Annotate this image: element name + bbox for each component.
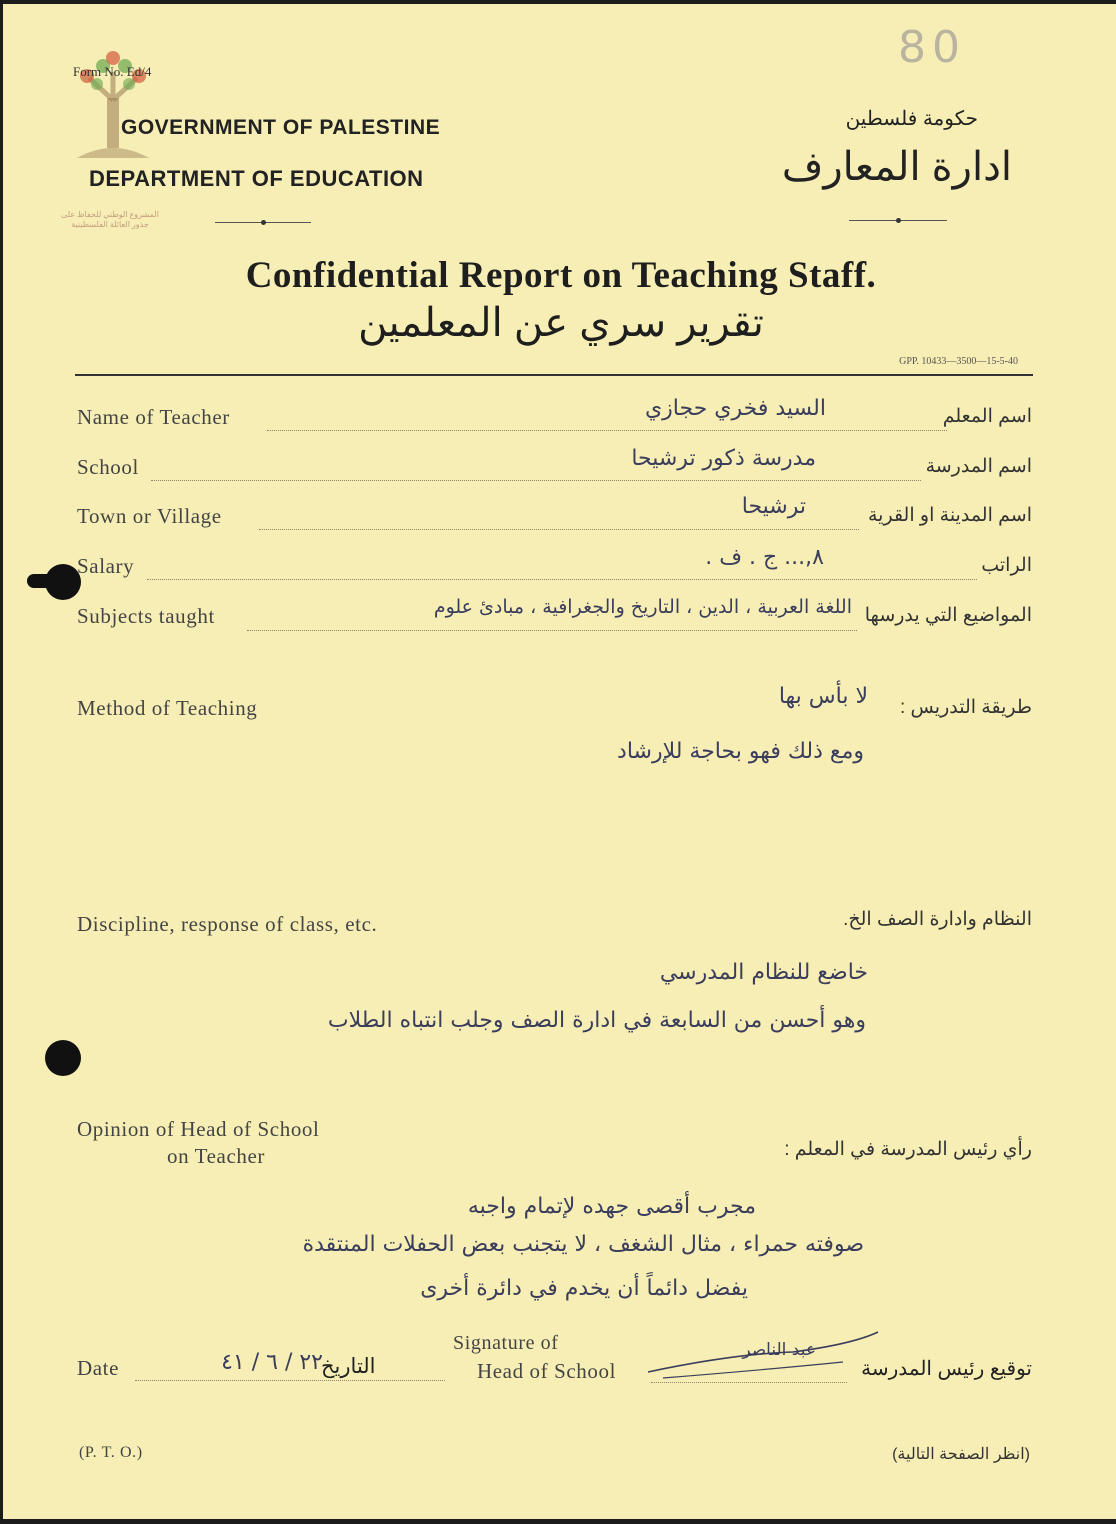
method-label-ar: طريقة التدريس : xyxy=(900,697,1032,718)
punch-hole-bottom xyxy=(45,1040,81,1076)
dotted-line xyxy=(259,529,859,530)
signature-label-ar: توقيع رئيس المدرسة xyxy=(861,1358,1032,1380)
method-label: Method of Teaching xyxy=(77,696,258,720)
discipline-line-2: وهو أحسن من السابعة في ادارة الصف وجلب انتباه الطلاب xyxy=(327,1008,866,1033)
dotted-line xyxy=(247,630,857,631)
opinion-label-1: Opinion of Head of School xyxy=(77,1117,320,1141)
department-heading: DEPARTMENT OF EDUCATION xyxy=(89,166,424,191)
field-value: ترشيحا xyxy=(741,494,806,519)
opinion-line-1: مجرب أقصى جهده لإتمام واجبه xyxy=(467,1194,756,1219)
discipline-label: Discipline, response of class, etc. xyxy=(77,912,378,936)
field-label-ar: الراتب xyxy=(981,555,1032,576)
field-label-ar: اسم المعلم xyxy=(942,406,1032,427)
dotted-line xyxy=(151,480,921,481)
field-label: School xyxy=(77,455,139,479)
signature-label-2: Head of School xyxy=(477,1359,617,1383)
field-value: اللغة العربية ، الدين ، التاريخ والجغرافية ، مبادئ علوم xyxy=(433,596,852,618)
pencil-page-number: 80 xyxy=(898,22,966,73)
signature-scribble-icon xyxy=(643,1324,883,1384)
form-number: Form No. Ed/4 xyxy=(73,64,152,79)
date-value: ٢٢ / ٦ / ٤١ xyxy=(221,1350,323,1375)
report-title: Confidential Report on Teaching Staff. xyxy=(245,255,877,296)
opinion-label-2: on Teacher xyxy=(167,1144,266,1168)
logo-caption: المشروع الوطني للحفاظ على جذور العائلة الفلسطينية xyxy=(61,210,159,229)
date-label-ar: التاريخ xyxy=(321,1355,376,1378)
field-label: Subjects taught xyxy=(77,604,215,628)
opinion-line-2: صوفته حمراء ، مثال الشغف ، لا يتجنب بعض الحفلات المنتقدة xyxy=(302,1232,864,1257)
discipline-label-ar: النظام وادارة الصف الخ. xyxy=(843,909,1032,930)
dotted-line xyxy=(135,1380,445,1381)
ornament-divider-left xyxy=(215,222,311,223)
field-label-ar: اسم المدينة او القرية xyxy=(867,505,1032,526)
method-line-2: ومع ذلك فهو بحاجة للإرشاد xyxy=(617,739,864,764)
pto-label-ar: (انظر الصفحة التالية) xyxy=(892,1446,1030,1463)
punch-hole-top-tab xyxy=(27,574,57,588)
opinion-label-ar: رأي رئيس المدرسة في المعلم : xyxy=(784,1139,1032,1160)
government-heading-ar: حكومة فلسطين xyxy=(845,108,978,130)
discipline-line-1: خاضع للنظام المدرسي xyxy=(659,960,868,985)
ornament-divider-right xyxy=(849,220,947,221)
signature-value: عبد الناصر xyxy=(742,1340,816,1360)
department-heading-ar: ادارة المعارف xyxy=(781,145,1012,189)
method-line-1: لا بأس بها xyxy=(778,684,868,709)
field-value: السيد فخري حجازي xyxy=(644,396,826,421)
opinion-line-3: يفضل دائماً أن يخدم في دائرة أخرى xyxy=(420,1276,748,1301)
pto-label: (P. T. O.) xyxy=(79,1444,143,1461)
field-label: Salary xyxy=(77,554,135,578)
report-title-ar: تقرير سري عن المعلمين xyxy=(358,301,764,345)
title-rule xyxy=(75,374,1033,376)
dotted-line xyxy=(147,579,977,580)
date-label: Date xyxy=(77,1356,120,1380)
field-label-ar: المواضيع التي يدرسها xyxy=(864,605,1032,626)
field-label: Name of Teacher xyxy=(77,405,230,429)
field-label-ar: اسم المدرسة xyxy=(925,456,1032,477)
government-heading: GOVERNMENT OF PALESTINE xyxy=(121,116,441,139)
field-value: مدرسة ذكور ترشيحا xyxy=(631,446,816,471)
signature-label-1: Signature of xyxy=(453,1332,559,1354)
dotted-line xyxy=(267,430,947,431)
print-code: GPP. 10433—3500—15-5-40 xyxy=(899,356,1018,367)
field-value: ٨,... ج . ف . xyxy=(705,545,824,570)
field-label: Town or Village xyxy=(77,504,222,528)
